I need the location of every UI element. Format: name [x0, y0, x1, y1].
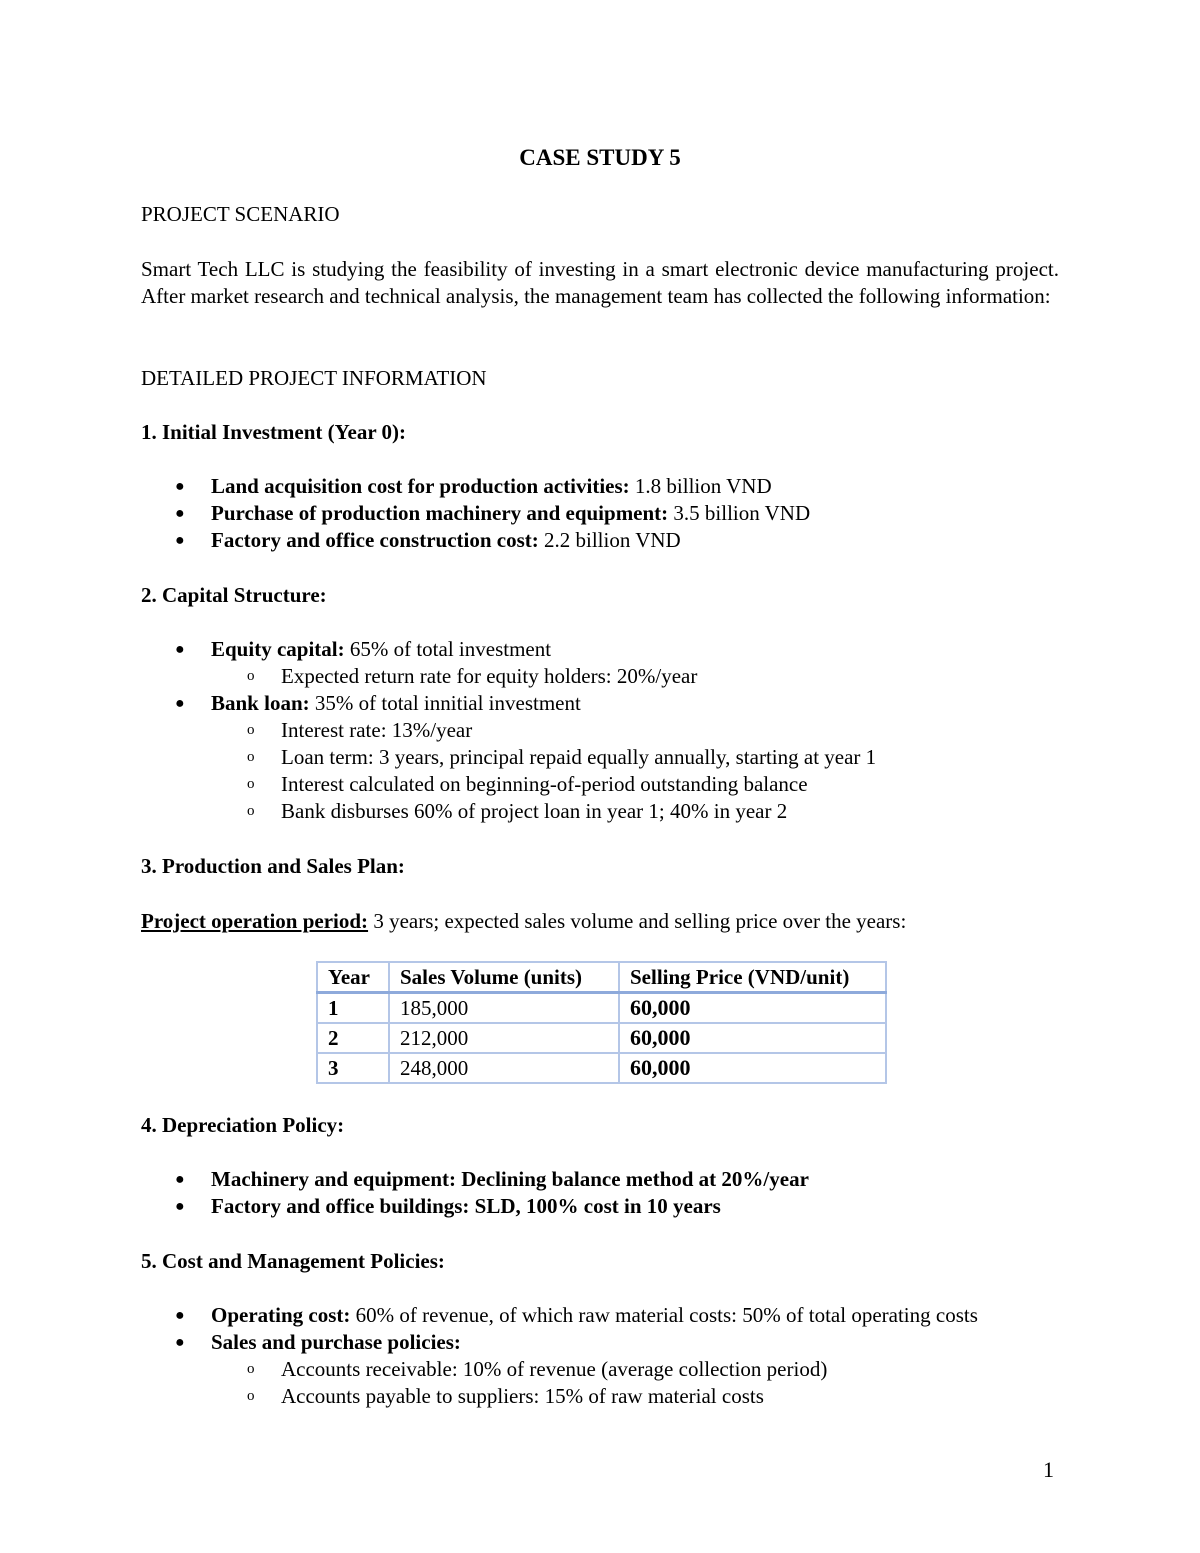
- scenario-heading: PROJECT SCENARIO: [141, 202, 340, 226]
- cost-policies-heading: 5. Cost and Management Policies:: [141, 1249, 445, 1273]
- initial-investment-list: [141, 473, 810, 554]
- table-cell: 248,000: [389, 1053, 619, 1083]
- circle-bullet-icon: o: [247, 1388, 255, 1404]
- bullet-icon: ●: [175, 505, 185, 522]
- capital-structure-list: [141, 636, 876, 825]
- depreciation-list: [141, 1166, 809, 1220]
- circle-bullet-icon: o: [247, 1361, 255, 1377]
- list-item: ● Purchase of production machinery and equipment: 3.5 billion VND: [175, 501, 811, 525]
- circle-bullet-icon: o: [247, 668, 255, 684]
- document-title: CASE STUDY 5: [519, 145, 681, 170]
- list-item: ● Equity capital: 65% of total investment: [175, 637, 552, 661]
- circle-bullet-icon: o: [247, 749, 255, 765]
- operation-period-label: Project operation period:: [141, 909, 369, 933]
- detail-heading: DETAILED PROJECT INFORMATION: [141, 366, 487, 390]
- table-cell: 60,000: [619, 1023, 886, 1053]
- sub-list-item: o Loan term: 3 years, principal repaid equally annually, starting at year 1: [247, 745, 877, 769]
- bullet-icon: ●: [175, 695, 185, 712]
- sub-list-item: o Interest calculated on beginning-of-period outstanding balance: [247, 772, 808, 796]
- bullet-icon: ●: [175, 1198, 185, 1215]
- operation-period-line: [141, 907, 906, 935]
- table-cell: 1: [317, 993, 389, 1024]
- table-cell: 185,000: [389, 993, 619, 1024]
- table-cell: 212,000: [389, 1023, 619, 1053]
- list-item: ● Bank loan: 35% of total innitial investment: [175, 691, 581, 715]
- circle-bullet-icon: o: [247, 803, 255, 819]
- sub-list-item: o Accounts receivable: 10% of revenue (average collection period): [247, 1357, 828, 1381]
- sub-list-item: o Interest rate: 13%/year: [247, 718, 473, 742]
- page-number: 1: [1043, 1457, 1054, 1482]
- table-row: [317, 1053, 886, 1083]
- bullet-icon: ●: [175, 641, 185, 658]
- cost-policies-list: [141, 1302, 978, 1410]
- depreciation-heading: 4. Depreciation Policy:: [141, 1113, 345, 1137]
- column-header: Selling Price (VND/unit): [619, 962, 886, 993]
- list-item: ● Operating cost: 60% of revenue, of which raw material costs: 50% of total operating costs: [175, 1303, 978, 1327]
- production-heading: 3. Production and Sales Plan:: [141, 854, 405, 878]
- capital-structure-heading: 2. Capital Structure:: [141, 583, 327, 607]
- list-item: ● Sales and purchase policies:: [175, 1330, 461, 1354]
- list-item: ● Factory and office buildings: SLD, 100% cost in 10 years: [175, 1194, 721, 1218]
- bullet-icon: ●: [175, 532, 185, 549]
- list-item: ● Land acquisition cost for production activities: 1.8 billion VND: [175, 474, 772, 498]
- scenario-paragraph: Smart Tech LLC is studying the feasibility of investing in a smart electronic device manufacturing project. After market research and technical analysis, the management team has collected the following information:: [141, 257, 1059, 308]
- sub-list-item: o Bank disburses 60% of project loan in year 1; 40% in year 2: [247, 799, 788, 823]
- bullet-icon: ●: [175, 1334, 185, 1351]
- table-header-row: [317, 962, 886, 993]
- column-header: Year: [317, 962, 389, 993]
- list-item: ● Factory and office construction cost: 2.2 billion VND: [175, 528, 681, 552]
- sub-list-item: o Expected return rate for equity holders: 20%/year: [247, 664, 698, 688]
- sales-table: [316, 961, 887, 1084]
- table-cell: 2: [317, 1023, 389, 1053]
- bullet-icon: ●: [175, 1307, 185, 1324]
- column-header: Sales Volume (units): [389, 962, 619, 993]
- table-cell: 60,000: [619, 1053, 886, 1083]
- bullet-icon: ●: [175, 478, 185, 495]
- sub-list-item: o Accounts payable to suppliers: 15% of raw material costs: [247, 1384, 764, 1408]
- table-cell: 60,000: [619, 993, 886, 1024]
- table-cell: 3: [317, 1053, 389, 1083]
- initial-investment-heading: 1. Initial Investment (Year 0):: [141, 420, 407, 444]
- circle-bullet-icon: o: [247, 722, 255, 738]
- table-row: [317, 993, 886, 1024]
- circle-bullet-icon: o: [247, 776, 255, 792]
- table-row: [317, 1023, 886, 1053]
- list-item: ● Machinery and equipment: Declining balance method at 20%/year: [175, 1167, 809, 1191]
- operation-period-text: 3 years; expected sales volume and selling price over the years:: [368, 909, 907, 933]
- bullet-icon: ●: [175, 1171, 185, 1188]
